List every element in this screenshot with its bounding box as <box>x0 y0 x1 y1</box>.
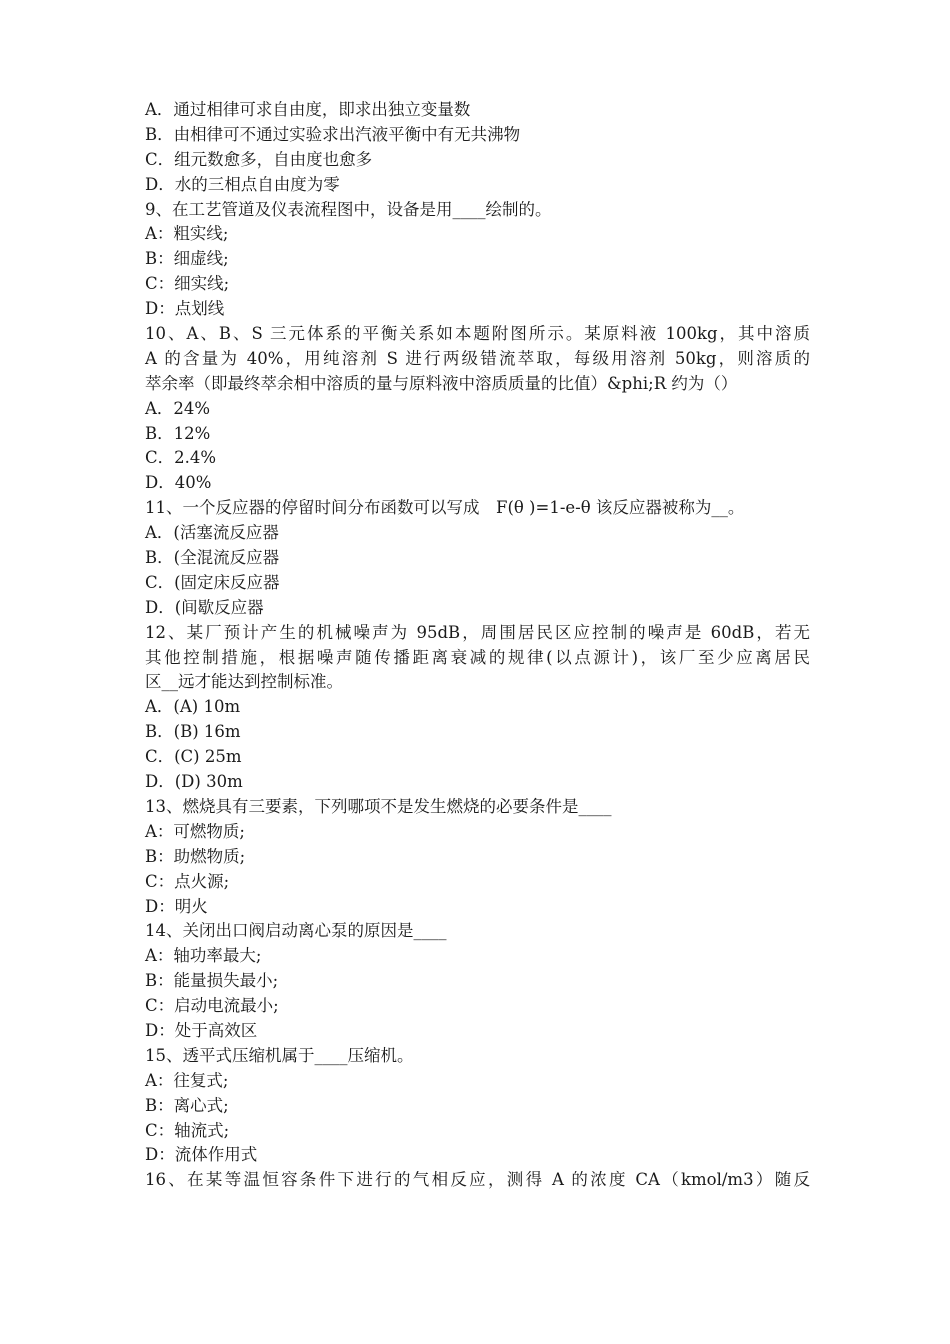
text-line: B．12% <box>145 423 211 443</box>
text-line: 其他控制措施，根据噪声随传播距离衰减的规律(以点源计)，该厂至少应离居民 <box>145 647 810 667</box>
text-line: B．由相律可不通过实验求出汽液平衡中有无共沸物 <box>145 124 521 144</box>
text-line: B：细虚线; <box>145 249 229 269</box>
document-body <box>145 98 810 1193</box>
text-line: D：流体作用式 <box>145 1145 258 1165</box>
text-line: 14、关闭出口阀启动离心泵的原因是____ <box>145 921 447 941</box>
text-line: 9、在工艺管道及仪表流程图中，设备是用____绘制的。 <box>145 199 552 219</box>
text-line: A．通过相律可求自由度，即求出独立变量数 <box>145 100 471 119</box>
text-line: 13、燃烧具有三要素，下列哪项不是发生燃烧的必要条件是____ <box>145 796 612 816</box>
text-line: A：轴功率最大; <box>145 946 262 966</box>
text-line: 萃余率（即最终萃余相中溶质的量与原料液中溶质质量的比值）&phi;R 约为（） <box>145 373 738 393</box>
text-line: 15、透平式压缩机属于____压缩机。 <box>145 1045 414 1065</box>
text-line: B：助燃物质; <box>145 846 246 866</box>
text-line: D：明火 <box>145 896 208 916</box>
text-line: A：粗实线; <box>145 224 229 244</box>
text-line: C：细实线; <box>145 274 230 294</box>
text-line: 16、在某等温恒容条件下进行的气相反应，测得 A 的浓度 CA（kmol/m3）随反 <box>145 1170 810 1190</box>
text-line: 区__远才能达到控制标准。 <box>145 672 343 692</box>
text-line: D．水的三相点自由度为零 <box>145 174 340 194</box>
text-line: 12、某厂预计产生的机械噪声为 95dB，周围居民区应控制的噪声是 60dB，若无 <box>145 622 810 642</box>
text-line: D：点划线 <box>145 299 225 319</box>
text-line: C：轴流式; <box>145 1120 230 1140</box>
text-line: A：往复式; <box>145 1070 229 1090</box>
text-line: B：离心式; <box>145 1095 229 1115</box>
text-line: D．(间歇反应器 <box>145 597 264 617</box>
text-line: C．(固定床反应器 <box>145 572 280 592</box>
text-line: A．24% <box>145 398 211 418</box>
text-line: C：点火源; <box>145 871 230 891</box>
text-line: D．(D) 30m <box>145 772 243 792</box>
text-line: 11、一个反应器的停留时间分布函数可以写成 F(θ )=1-e-θ 该反应器被称为__。 <box>145 498 745 518</box>
text-line: C．2.4% <box>145 448 217 468</box>
text-line: B．(全混流反应器 <box>145 548 280 568</box>
text-line: B．(B) 16m <box>145 722 241 742</box>
text-line: D：处于高效区 <box>145 1020 258 1040</box>
text-line: C：启动电流最小; <box>145 996 279 1016</box>
text-line: 10、A、B、S 三元体系的平衡关系如本题附图所示。某原料液 100kg，其中溶质 <box>145 324 810 344</box>
text-line: A．(A) 10m <box>145 697 241 717</box>
text-line: C．(C) 25m <box>145 747 242 767</box>
text-line: A 的含量为 40%，用纯溶剂 S 进行两级错流萃取，每级用溶剂 50kg，则溶质的 <box>145 348 810 368</box>
text-line: B：能量损失最小; <box>145 971 279 991</box>
text-line: A：可燃物质; <box>145 821 245 841</box>
text-line: A．(活塞流反应器 <box>145 523 279 543</box>
text-line: D．40% <box>145 473 212 493</box>
text-line: C．组元数愈多，自由度也愈多 <box>145 149 373 169</box>
